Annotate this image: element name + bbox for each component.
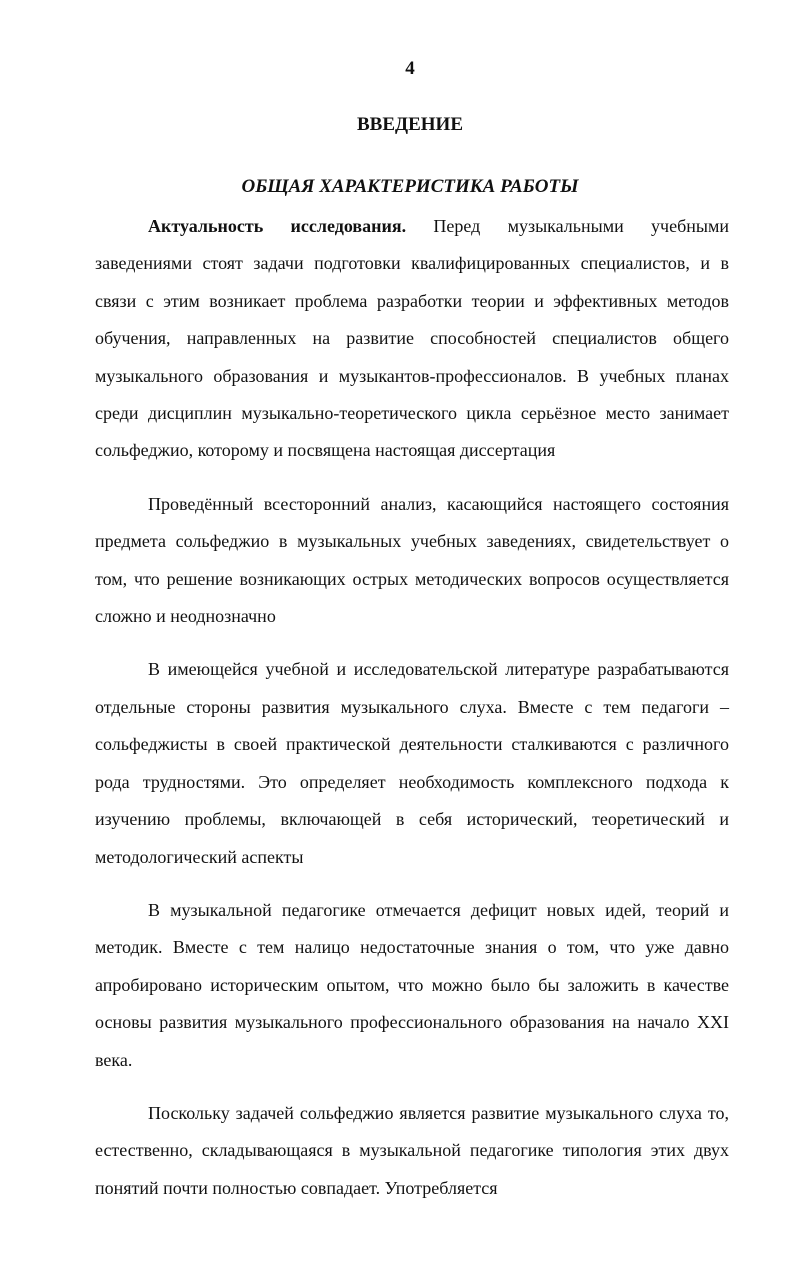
section-subheading: ОБЩАЯ ХАРАКТЕРИСТИКА РАБОТЫ — [241, 176, 579, 197]
page-number: 4 — [405, 58, 415, 79]
paragraph: В музыкальной педагогике отмечается дефицит новых идей, теорий и методик. Вместе с тем налицо недостаточные знания о том, что уже давно апробировано историческим опытом, что можно было бы заложить в качестве основы развития музыкального профессионального образования на начало XXI века. — [95, 899, 729, 1070]
paragraph: Проведённый всесторонний анализ, касающийся настоящего состояния предмета сольфеджио в музыкальных учебных заведениях, свидетельствует о том, что решение возникающих острых методических вопросов осуществляется сложно и неоднозначно — [95, 493, 729, 627]
paragraph: В имеющейся учебной и исследовательской литературе разрабатываются отдельные стороны развития музыкального слуха. Вместе с тем педагоги – сольфеджисты в своей практической деятельности сталкиваются с различного рода трудностями. Это определяет необходимость комплексного подхода к изучению проблемы, включающей в себя исторический, теоретический и методологический аспекты — [95, 659, 729, 867]
paragraph-relevance — [95, 208, 729, 470]
paragraph: Поскольку задачей сольфеджио является развитие музыкального слуха то, естественно, складывающаяся в музыкальной педагогике типология этих двух понятий почти полностью совпадает. Употребляется — [95, 1102, 729, 1198]
paragraph-text: Перед музыкальными учебными заведениями стоят задачи подготовки квалифицированных специалистов, и в связи с этим возникает проблема разработки теории и эффективных методов обучения, направленных на развитие способностей специалистов общего музыкального образования и музыкантов-профессионалов. В учебных планах среди дисциплин музыкально-теоретического цикла серьёзное место занимает сольфеджио, которому и посвящена настоящая диссертация — [95, 216, 729, 461]
body-text — [95, 208, 729, 1223]
section-heading: ВВЕДЕНИЕ — [357, 114, 463, 135]
paragraph-lead: Актуальность исследования. — [148, 216, 407, 236]
